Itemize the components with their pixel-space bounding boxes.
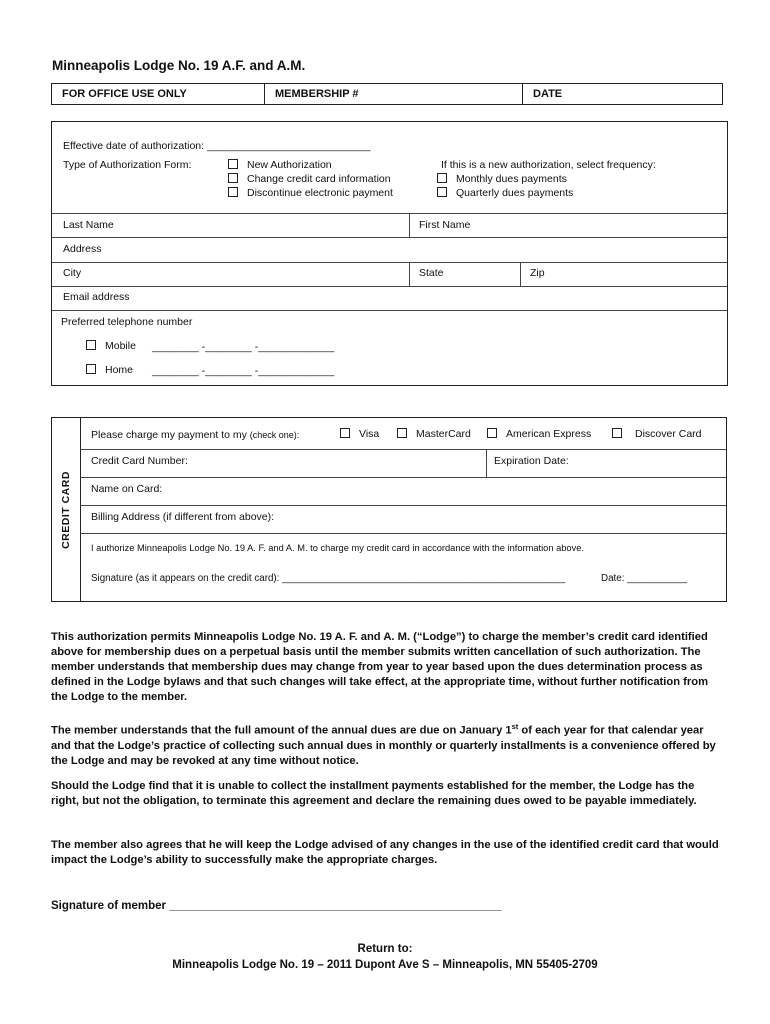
divider xyxy=(52,213,727,214)
checkbox[interactable] xyxy=(228,159,238,169)
name-on-card-field[interactable]: Name on Card: xyxy=(91,483,163,495)
card-amex-option[interactable]: American Express xyxy=(487,428,591,440)
divider xyxy=(486,449,487,477)
divider xyxy=(52,286,727,287)
checkbox[interactable] xyxy=(86,340,96,350)
credit-card-side-label: CREDIT CARD xyxy=(52,418,81,601)
city-field[interactable]: City xyxy=(63,267,82,279)
page-title: Minneapolis Lodge No. 19 A.F. and A.M. xyxy=(52,58,306,73)
option-monthly[interactable]: Monthly dues payments xyxy=(437,173,567,185)
divider xyxy=(409,213,410,237)
divider xyxy=(52,262,727,263)
authorization-statement: I authorize Minneapolis Lodge No. 19 A. F. and A. M. to charge my credit card in accordance with the information above. xyxy=(91,543,585,553)
checkbox[interactable] xyxy=(228,187,238,197)
checkbox[interactable] xyxy=(228,173,238,183)
dues-paragraph: The member understands that the full amount of the annual dues are due on January 1st of each year for that calendar year and that the Lodge’s practice of collecting such annual dues in monthly or quarterly installments is a convenience offered by the Lodge and may be revoked at any time without notice. xyxy=(51,722,716,767)
option-change-card[interactable]: Change credit card information xyxy=(228,173,391,185)
authorization-paragraph: This authorization permits Minneapolis Lodge No. 19 A. F. and A. M. (“Lodge”) to charge the member’s credit card identified above for membership dues on a perpetual basis until the member submits written cancellation of such authorization. The member understands that membership dues may change from year to year based upon the dues determination process as defined in the Lodge bylaws and that such changes will take effect, at the appropriate time, without further notification from the Lodge to the member. xyxy=(51,631,709,703)
collection-paragraph: Should the Lodge find that it is unable to collect the installment payments established for the member, the Lodge has the right, but not the obligation, to terminate this agreement and declare the remaining dues owed to be payable immediately. xyxy=(51,780,697,807)
phone-label: Preferred telephone number xyxy=(61,316,193,328)
notification-paragraph: The member also agrees that he will keep the Lodge advised of any changes in the use of the identified credit card that would impact the Lodge’s ability to successfully make the appropriate charges. xyxy=(51,839,719,866)
divider xyxy=(80,505,726,506)
member-signature-field[interactable]: Signature of member ____________________________________________________ xyxy=(51,900,502,912)
member-info-box xyxy=(51,121,728,386)
zip-field[interactable]: Zip xyxy=(530,267,545,279)
membership-number-field[interactable]: MEMBERSHIP # xyxy=(264,84,522,104)
address-field[interactable]: Address xyxy=(63,243,102,255)
checkbox[interactable] xyxy=(612,428,622,438)
divider xyxy=(409,262,410,286)
checkbox[interactable] xyxy=(487,428,497,438)
mobile-phone-field[interactable]: ________ -________ -_____________ xyxy=(152,341,335,353)
option-new-authorization[interactable]: New Authorization xyxy=(228,159,332,171)
checkbox[interactable] xyxy=(397,428,407,438)
home-option[interactable]: Home xyxy=(86,364,133,376)
divider xyxy=(80,533,726,534)
expiration-date-field[interactable]: Expiration Date: xyxy=(494,455,569,467)
card-visa-option[interactable]: Visa xyxy=(340,428,379,440)
card-number-field[interactable]: Credit Card Number: xyxy=(91,455,188,467)
effective-date-field[interactable]: Effective date of authorization: ____________________________ xyxy=(63,140,371,152)
divider xyxy=(52,310,727,311)
first-name-field[interactable]: First Name xyxy=(419,219,471,231)
home-phone-field[interactable]: ________ -________ -_____________ xyxy=(152,365,335,377)
card-mastercard-option[interactable]: MasterCard xyxy=(397,428,471,440)
charge-label: Please charge my payment to my (check one): xyxy=(91,429,300,441)
checkbox[interactable] xyxy=(86,364,96,374)
email-field[interactable]: Email address xyxy=(63,291,130,303)
frequency-label: If this is a new authorization, select frequency: xyxy=(441,159,656,171)
last-name-field[interactable]: Last Name xyxy=(63,219,114,231)
option-quarterly[interactable]: Quarterly dues payments xyxy=(437,187,573,199)
divider xyxy=(520,262,521,286)
divider xyxy=(80,477,726,478)
checkbox[interactable] xyxy=(340,428,350,438)
checkbox[interactable] xyxy=(437,187,447,197)
office-date-field[interactable]: DATE xyxy=(522,84,722,104)
credit-card-box xyxy=(51,417,727,602)
card-signature-date-field[interactable]: Date: ___________ xyxy=(601,573,688,584)
return-address: Minneapolis Lodge No. 19 – 2011 Dupont Ave S – Minneapolis, MN 55405-2709 xyxy=(172,959,598,971)
mobile-option[interactable]: Mobile xyxy=(86,340,136,352)
card-signature-field[interactable]: Signature (as it appears on the credit card): ____________________________________________________ xyxy=(91,573,566,584)
office-use-box xyxy=(51,83,723,105)
authorization-type-label: Type of Authorization Form: xyxy=(63,159,192,171)
return-to-label: Return to: xyxy=(357,943,413,955)
office-use-label: FOR OFFICE USE ONLY xyxy=(62,88,187,100)
billing-address-field[interactable]: Billing Address (if different from above): xyxy=(91,511,275,523)
checkbox[interactable] xyxy=(437,173,447,183)
option-discontinue[interactable]: Discontinue electronic payment xyxy=(228,187,393,199)
divider xyxy=(52,237,727,238)
state-field[interactable]: State xyxy=(419,267,444,279)
card-discover-option[interactable]: Discover Card xyxy=(612,428,702,440)
divider xyxy=(80,449,726,450)
